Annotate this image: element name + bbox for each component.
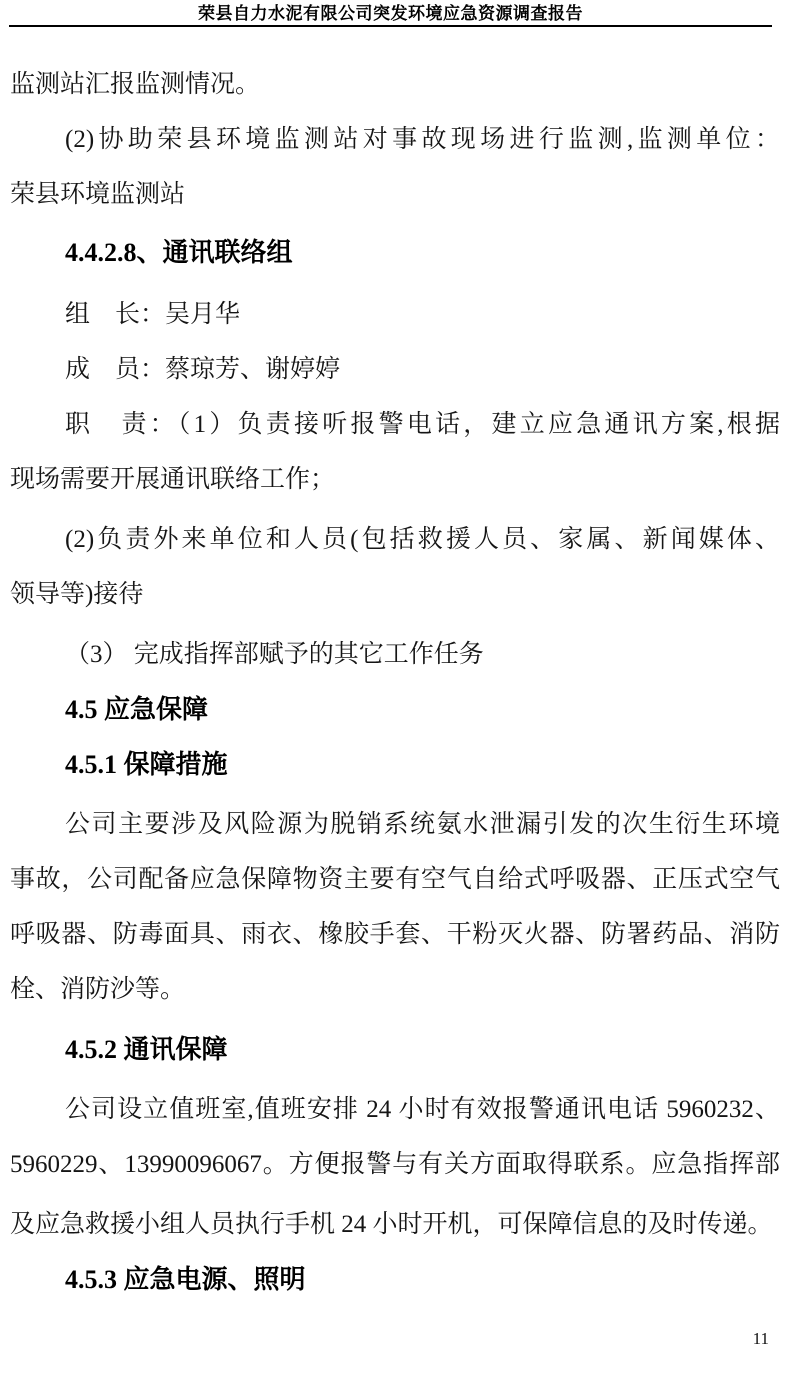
paragraph-line: 事故，公司配备应急保障物资主要有空气自给式呼吸器、正压式空气 bbox=[10, 866, 780, 893]
paragraph-line: 监测站汇报监测情况。 bbox=[10, 71, 261, 98]
paragraph-line: 荣县环境监测站 bbox=[10, 181, 186, 208]
paragraph-line: 呼吸器、防毒面具、雨衣、橡胶手套、干粉灭火器、防署药品、消防 bbox=[10, 921, 780, 948]
paragraph-line: （3） 完成指挥部赋予的其它工作任务 bbox=[65, 641, 484, 668]
section-heading: 4.5.2 通讯保障 bbox=[65, 1035, 228, 1064]
paragraph-line: (2)负责外来单位和人员(包括救援人员、家属、新闻媒体、 bbox=[65, 526, 780, 553]
section-heading: 4.5 应急保障 bbox=[65, 695, 209, 724]
paragraph-line: 职 责：（1）负责接听报警电话，建立应急通讯方案,根据 bbox=[65, 411, 780, 438]
paragraph-line: 组 长：吴月华 bbox=[65, 301, 241, 328]
paragraph-line: 领导等)接待 bbox=[10, 581, 144, 608]
document-body bbox=[0, 57, 800, 1307]
page-header bbox=[9, 0, 772, 27]
paragraph-line: 5960229、13990096067。方便报警与有关方面取得联系。应急指挥部 bbox=[10, 1151, 780, 1178]
paragraph-line: 成 员：蔡琼芳、谢婷婷 bbox=[65, 356, 341, 383]
paragraph-line: 现场需要开展通讯联络工作； bbox=[10, 466, 336, 493]
page-number: 11 bbox=[752, 1329, 769, 1348]
section-heading: 4.5.3 应急电源、照明 bbox=[65, 1265, 306, 1294]
paragraph-line: 公司主要涉及风险源为脱销系统氨水泄漏引发的次生衍生环境 bbox=[65, 811, 780, 838]
section-heading: 4.5.1 保障措施 bbox=[65, 750, 228, 779]
header-title: 荣县自力水泥有限公司突发环境应急资源调查报告 bbox=[198, 4, 583, 23]
section-heading: 4.4.2.8、通讯联络组 bbox=[65, 238, 293, 267]
paragraph-line: 及应急救援小组人员执行手机 24 小时开机，可保障信息的及时传递。 bbox=[10, 1211, 773, 1238]
paragraph-line: 栓、消防沙等。 bbox=[10, 976, 186, 1003]
paragraph-line: 公司设立值班室,值班安排 24 小时有效报警通讯电话 5960232、 bbox=[65, 1096, 780, 1123]
paragraph-line: (2)协助荣县环境监测站对事故现场进行监测,监测单位： bbox=[65, 126, 780, 153]
